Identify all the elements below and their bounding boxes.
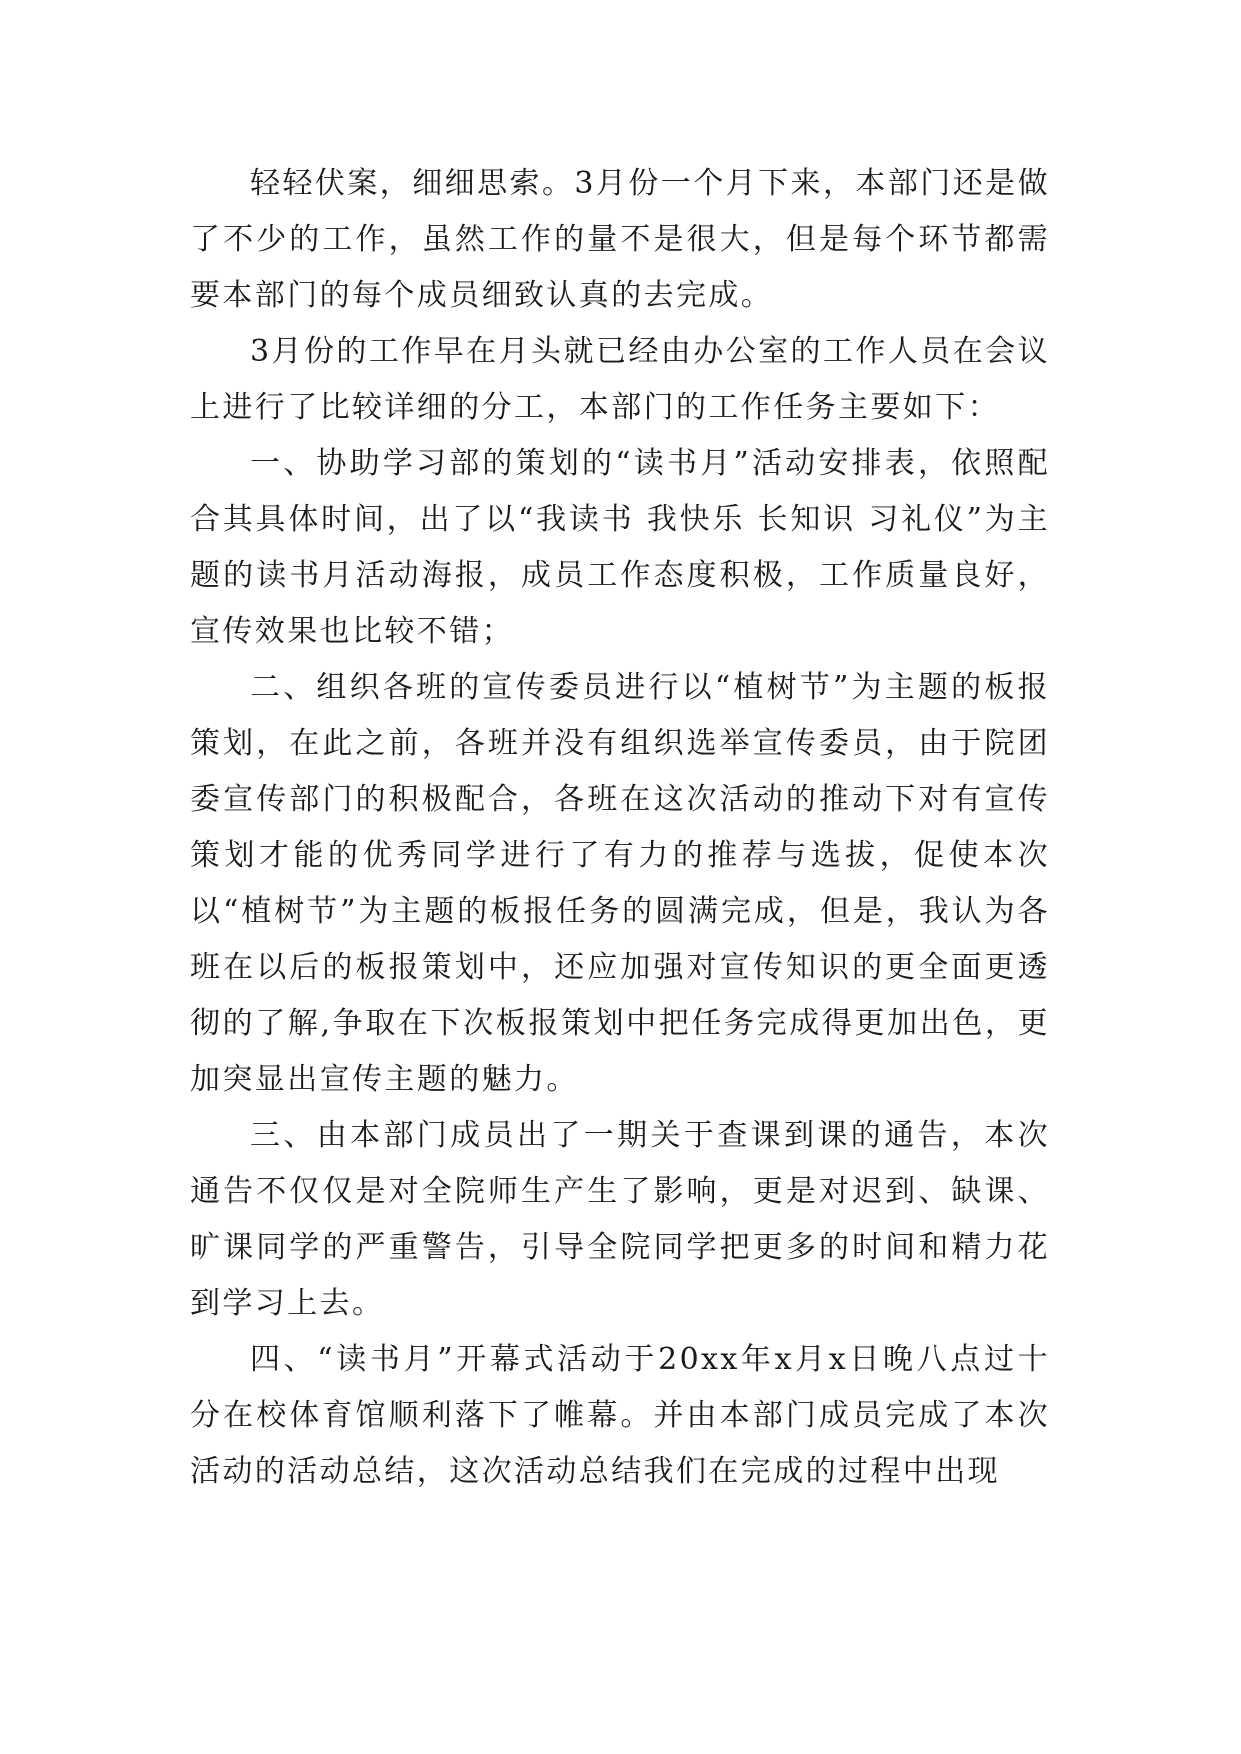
paragraph-item-1: 一、协助学习部的策划的“读书月”活动安排表，依照配合其具体时间，出了以“我读书 我快乐 长知识 习礼仪”为主题的读书月活动海报，成员工作态度积极，工作质量良好，宣传效果也比较不错； (190, 446, 1050, 649)
paragraph-intro: 轻轻伏案，细细思索。3月份一个月下来，本部门还是做了不少的工作，虽然工作的量不是很大，但是每个环节都需要本部门的每个成员细致认真的去完成。 (190, 166, 1050, 313)
paragraph-item-2: 二、组织各班的宣传委员进行以“植树节”为主题的板报策划，在此之前，各班并没有组织选举宣传委员，由于院团委宣传部门的积极配合，各班在这次活动的推动下对有宣传策划才能的优秀同学进行了有力的推荐与选拔，促使本次以“植树节”为主题的板报任务的圆满完成，但是，我认为各班在以后的板报策划中，还应加强对宣传知识的更全面更透彻的了解,争取在下次板报策划中把任务完成得更加出色，更加突显出宣传主题的魅力。 (190, 670, 1050, 1097)
paragraph-task-overview: 3月份的工作早在月头就已经由办公室的工作人员在会议上进行了比较详细的分工，本部门的工作任务主要如下： (190, 334, 1050, 425)
paragraph-item-3: 三、由本部门成员出了一期关于查课到课的通告，本次通告不仅仅是对全院师生产生了影响，更是对迟到、缺课、旷课同学的严重警告，引导全院同学把更多的时间和精力花到学习上去。 (190, 1118, 1050, 1321)
paragraph-item-4: 四、“读书月”开幕式活动于20xx年x月x日晚八点过十分在校体育馆顺利落下了帷幕。并由本部门成员完成了本次活动的活动总结，这次活动总结我们在完成的过程中出现 (190, 1342, 1050, 1489)
document-body (190, 156, 1050, 1500)
